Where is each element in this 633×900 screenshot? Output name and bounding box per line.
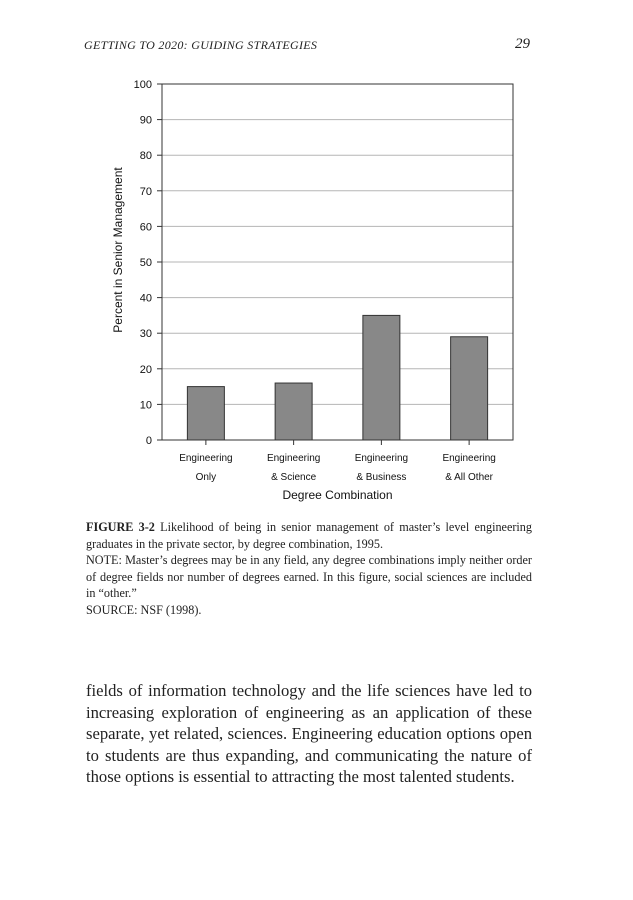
running-head: GETTING TO 2020: GUIDING STRATEGIES bbox=[84, 38, 318, 52]
bar bbox=[451, 337, 488, 440]
bar bbox=[363, 315, 400, 440]
y-tick-label: 20 bbox=[139, 363, 152, 376]
y-tick-label: 0 bbox=[145, 435, 152, 447]
figure-source: SOURCE: NSF (1998). bbox=[86, 602, 202, 617]
figure-label: FIGURE 3-2 bbox=[86, 520, 155, 534]
y-tick-label: 10 bbox=[139, 399, 152, 412]
bar bbox=[275, 383, 312, 440]
y-tick-label: 50 bbox=[139, 257, 152, 269]
x-tick-label: Engineering bbox=[354, 453, 409, 464]
x-tick-label: & Science bbox=[271, 472, 317, 483]
body-paragraph: fields of information technology and the life sciences have led to increasing exploration of engineering as an application of these separate, yet related, sciences. Engineering education options open to students are thus expanding, and communicating the nature of those options is essential to attracting the most talented students. bbox=[86, 681, 532, 787]
figure-caption bbox=[86, 519, 532, 618]
bar-chart bbox=[100, 70, 520, 510]
y-tick-label: 40 bbox=[139, 292, 152, 305]
bar bbox=[187, 387, 224, 440]
y-tick-label: 70 bbox=[139, 185, 152, 198]
y-tick-label: 30 bbox=[139, 328, 152, 341]
x-tick-label: & Business bbox=[356, 472, 407, 483]
x-tick-label: Engineering bbox=[179, 453, 233, 464]
x-axis-title: Degree Combination bbox=[282, 488, 393, 502]
y-tick-label: 80 bbox=[139, 150, 152, 163]
figure-caption-text: Likelihood of being in senior management of master’s level engineering graduates in the private sector, by degree combination, 1995. bbox=[86, 520, 532, 551]
page-number: 29 bbox=[515, 36, 530, 52]
y-tick-label: 100 bbox=[133, 79, 152, 91]
y-axis-title: Percent in Senior Management bbox=[111, 167, 125, 333]
x-tick-label: Engineering bbox=[266, 453, 321, 464]
x-tick-label: & All Other bbox=[445, 472, 494, 483]
figure-note: NOTE: Master’s degrees may be in any field, any degree combinations imply neither order of degree fields nor number of degrees earned. In this figure, social sciences are included in “other.” bbox=[86, 553, 532, 600]
y-tick-label: 60 bbox=[139, 221, 152, 234]
x-tick-label: Only bbox=[195, 472, 217, 483]
x-tick-label: Engineering bbox=[442, 453, 496, 464]
y-tick-label: 90 bbox=[139, 114, 152, 127]
